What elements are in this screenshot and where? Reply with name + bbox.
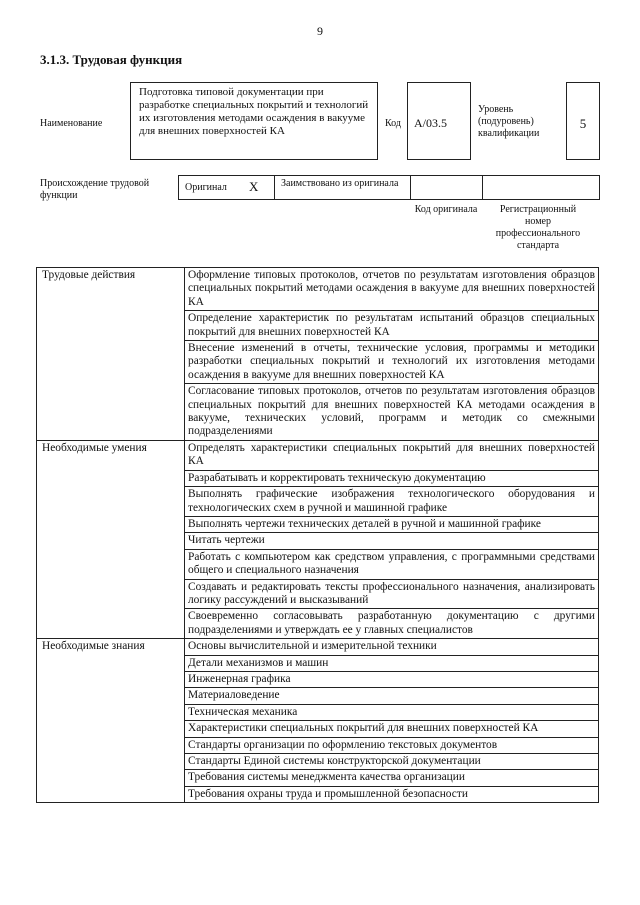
category-cell: Трудовые действия — [37, 268, 185, 441]
category-cell: Необходимые знания — [37, 639, 185, 803]
item-cell: Создавать и редактировать тексты профессионального назначения, анализировать логику рассуждений и высказываний — [185, 579, 599, 609]
item-cell: Определять характеристики специальных покрытий для внешних поверхностей КА — [185, 440, 599, 470]
origin-label: Происхождение трудовой функции — [40, 178, 150, 201]
reg-number-cell — [483, 176, 600, 199]
item-cell: Определение характеристик по результатам испытаний образцов специальных покрытий для внешних поверхностей КА — [185, 311, 599, 341]
code-label: Код — [385, 118, 401, 129]
labor-function-table — [36, 267, 599, 803]
table-row — [37, 268, 599, 311]
item-cell: Работать с компьютером как средством управления, с программными средствами общего и специального назначения — [185, 549, 599, 579]
table-row — [37, 639, 599, 655]
item-cell: Инженерная графика — [185, 671, 599, 687]
item-cell: Стандарты организации по оформлению текстовых документов — [185, 737, 599, 753]
code-value: A/03.5 — [407, 82, 471, 160]
item-cell: Основы вычислительной и измерительной техники — [185, 639, 599, 655]
item-cell: Согласование типовых протоколов, отчетов по результатам изготовления образцов специальных покрытий для внешних поверхностей КА методами осаждения в вакууме, технических условий, программ и методик со смежными подразделениями — [185, 384, 599, 441]
origin-row — [178, 175, 600, 200]
category-cell: Необходимые умения — [37, 440, 185, 638]
function-name-box: Подготовка типовой документации при разработке специальных покрытий и технологий их изготовления методами осаждения в вакууме для внешних поверхностей КА — [130, 82, 378, 160]
original-cell — [179, 176, 275, 199]
reg-number-label: Регистрационный номер профессионального стандарта — [495, 204, 581, 251]
level-label: Уровень (подуровень) квалификации — [478, 104, 540, 139]
borrowed-cell: Заимствовано из оригинала — [275, 176, 411, 199]
item-cell: Стандарты Единой системы конструкторской документации — [185, 754, 599, 770]
original-code-label: Код оригинала — [414, 204, 478, 215]
item-cell: Выполнять чертежи технических деталей в ручной и машинной графике — [185, 516, 599, 532]
name-label: Наименование — [40, 118, 103, 129]
item-cell: Оформление типовых протоколов, отчетов по результатам изготовления образцов специальных покрытий методами осаждения в вакууме для внешних поверхностей КА — [185, 268, 599, 311]
level-value: 5 — [566, 82, 600, 160]
item-cell: Своевременно согласовывать разработанную документацию с другими подразделениями и утверждать ее у главных специалистов — [185, 609, 599, 639]
item-cell: Требования системы менеджмента качества организации — [185, 770, 599, 786]
item-cell: Внесение изменений в отчеты, технические условия, программы и методики разработки специальных покрытий и технологий их изготовления методами осаждения в вакууме для внешних поверхностей КА — [185, 341, 599, 384]
item-cell: Требования охраны труда и промышленной безопасности — [185, 786, 599, 802]
table-row — [37, 440, 599, 470]
item-cell: Детали механизмов и машин — [185, 655, 599, 671]
item-cell: Техническая механика — [185, 704, 599, 720]
section-heading: 3.1.3. Трудовая функция — [40, 52, 183, 67]
item-cell: Разрабатывать и корректировать техническую документацию — [185, 470, 599, 486]
original-code-cell — [411, 176, 483, 199]
item-cell: Материаловедение — [185, 688, 599, 704]
original-mark: X — [249, 179, 259, 194]
item-cell: Выполнять графические изображения технологического оборудования и технологических схем в ручной и машинной графике — [185, 487, 599, 517]
item-cell: Характеристики специальных покрытий для внешних поверхностей КА — [185, 721, 599, 737]
original-label: Оригинал — [185, 182, 227, 193]
item-cell: Читать чертежи — [185, 533, 599, 549]
page-number: 9 — [317, 24, 323, 38]
